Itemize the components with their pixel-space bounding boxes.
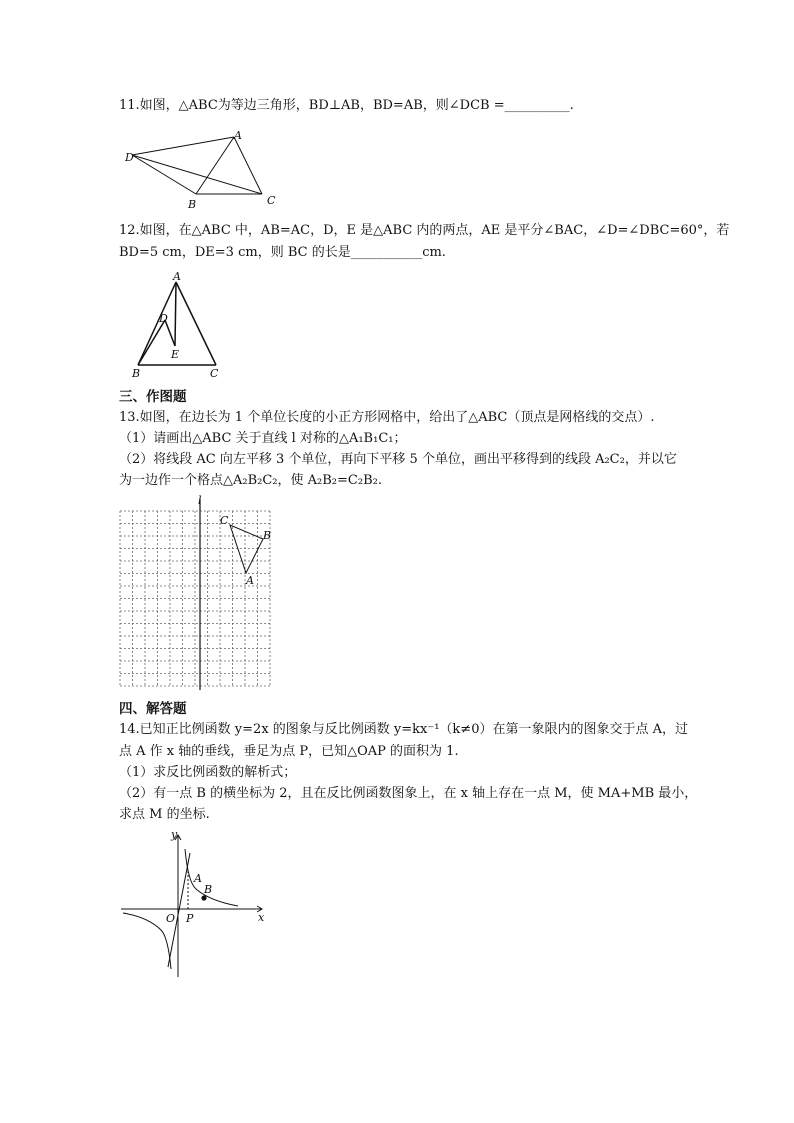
q14-label-o: O	[166, 912, 176, 925]
q13-label-l: l	[198, 494, 202, 507]
q12-label-c: C	[210, 367, 219, 380]
q13-label-c: C	[220, 514, 229, 527]
q11-text: 11.如图，△ABC为等边三角形，BD⊥AB，BD=AB，则∠DCB =__________.	[119, 98, 574, 113]
q12-label-b: B	[132, 367, 141, 380]
q12-line1: 12.如图，在△ABC 中，AB=AC，D，E 是△ABC 内的两点，AE 是平分∠BAC，∠D=∠DBC=60°，若	[119, 223, 730, 238]
q11-figure	[122, 128, 282, 213]
q14-line1: 14.已知正比例函数 y=2x 的图象与反比例函数 y=kx⁻¹（k≠0）在第一象限内的图象交于点 A，过	[119, 722, 688, 737]
q14-line4: （2）有一点 B 的横坐标为 2，且在反比例函数图象上，在 x 轴上存在一点 M，使 MA+MB 最小，	[119, 786, 698, 801]
q14-label-p: P	[186, 912, 194, 925]
q14-label-b: B	[204, 883, 213, 896]
q12-figure	[128, 270, 228, 382]
section3-heading: 三、作图题	[119, 389, 187, 405]
q12-label-e: E	[171, 348, 180, 361]
q13-grid-figure	[118, 494, 280, 692]
q12-line2: BD=5 cm，DE=3 cm，则 BC 的长是___________cm.	[119, 245, 446, 260]
q14-line2: 点 A 作 x 轴的垂线，垂足为点 P，已知△OAP 的面积为 1.	[119, 744, 459, 759]
q11-label-c: C	[267, 194, 276, 207]
q13-label-a: A	[246, 574, 254, 587]
q13-line2: （1）请画出△ABC 关于直线 l 对称的△A₁B₁C₁；	[119, 431, 407, 446]
q13-line1: 13.如图，在边长为 1 个单位长度的小正方形网格中，给出了△ABC（顶点是网格线的交点）.	[119, 410, 655, 425]
q14-label-a: A	[194, 872, 202, 885]
section4-heading: 四、解答题	[119, 701, 187, 717]
q11-label-d: D	[125, 151, 134, 164]
q14-label-x: x	[258, 911, 265, 924]
q12-label-d: D	[159, 312, 168, 325]
q13-line3: （2）将线段 AC 向左平移 3 个单位，再向下平移 5 个单位，画出平移得到的线段 A₂C₂，并以它	[119, 452, 677, 467]
q13-label-b: B	[263, 529, 272, 542]
q12-label-a: A	[173, 270, 181, 283]
q14-line3: （1）求反比例函数的解析式；	[119, 765, 297, 780]
q13-line4: 为一边作一个格点△A₂B₂C₂，使 A₂B₂=C₂B₂.	[119, 473, 382, 488]
q14-graph-figure	[118, 827, 268, 979]
q14-point-b	[201, 895, 206, 900]
q14-label-y: y	[171, 828, 178, 841]
q14-line5: 求点 M 的坐标.	[119, 807, 210, 822]
q11-label-b: B	[188, 198, 197, 211]
q11-label-a: A	[234, 129, 242, 142]
